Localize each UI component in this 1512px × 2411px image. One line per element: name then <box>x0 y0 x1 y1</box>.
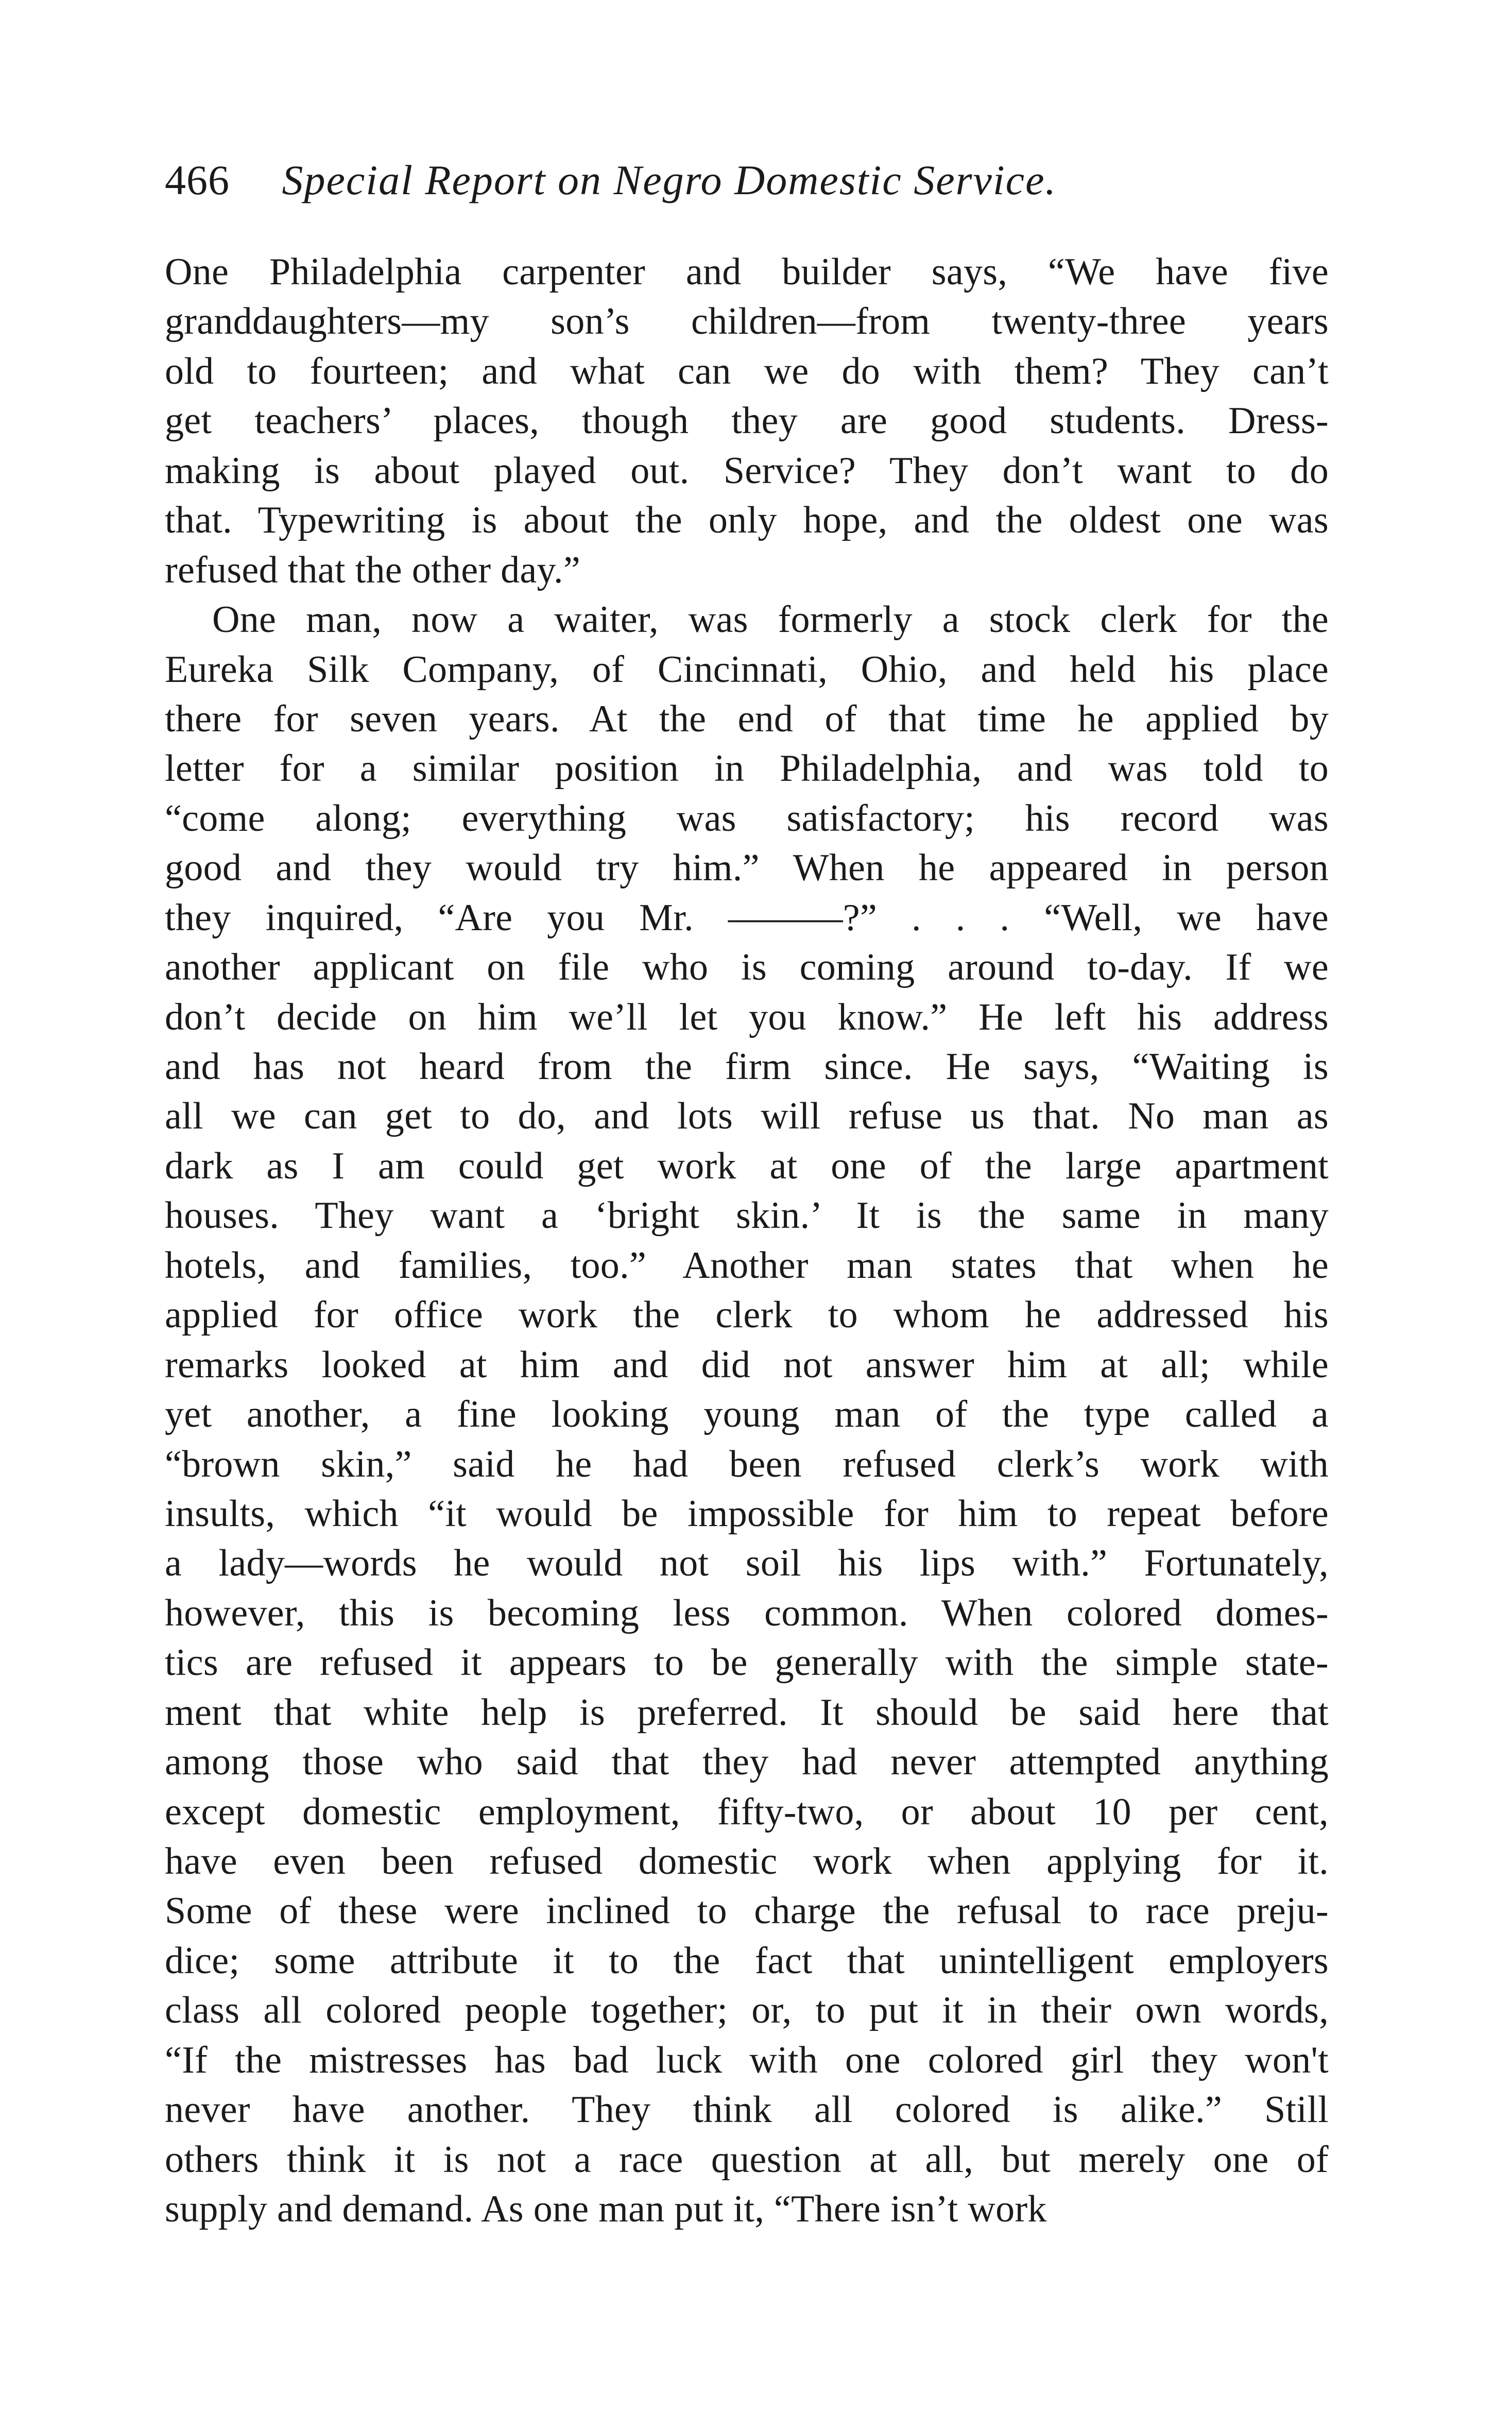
text-line: have even been refused domestic work when applying for it. <box>165 1840 1329 1883</box>
text-line: dark as I am could get work at one of the large apartment <box>165 1144 1329 1187</box>
text-line: class all colored people together; or, to put it in their own words, <box>165 1989 1329 2032</box>
text-line: ment that white help is preferred. It should be said here that <box>165 1691 1329 1734</box>
text-line: One Philadelphia carpenter and builder says, “We have five <box>165 251 1329 293</box>
text-line: refused that the other day.” <box>165 549 580 591</box>
text-line: however, this is becoming less common. When colored domes- <box>165 1592 1329 1634</box>
text-line: don’t decide on him we’ll let you know.” He left his address <box>165 996 1329 1038</box>
text-line: others think it is not a race question at all, but merely one of <box>165 2138 1329 2181</box>
text-line: “If the mistresses has bad luck with one colored girl they won't <box>165 2039 1329 2081</box>
text-line: insults, which “it would be impossible for him to repeat before <box>165 1492 1329 1535</box>
text-line: get teachers’ places, though they are good students. Dress- <box>165 400 1329 442</box>
text-line: tics are refused it appears to be generally with the simple state- <box>165 1641 1329 1684</box>
text-line: hotels, and families, too.” Another man states that when he <box>165 1244 1329 1287</box>
text-line: never have another. They think all colored is alike.” Still <box>165 2089 1329 2131</box>
text-line: old to fourteen; and what can we do with them? They can’t <box>165 350 1329 392</box>
text-line: “come along; everything was satisfactory; his record was <box>165 797 1329 840</box>
text-line: supply and demand. As one man put it, “There isn’t work <box>165 2188 1047 2231</box>
text-line: there for seven years. At the end of that time he applied by <box>165 697 1329 740</box>
text-line: except domestic employment, fifty-two, or about 10 per cent, <box>165 1790 1329 1833</box>
page-header <box>165 152 1349 209</box>
text-line: another applicant on file who is coming around to-day. If we <box>165 946 1329 989</box>
text-line: among those who said that they had never attempted anything <box>165 1741 1329 1784</box>
running-title: Special Report on Negro Domestic Service. <box>282 157 1057 203</box>
text-line: “brown skin,” said he had been refused clerk’s work with <box>165 1443 1329 1485</box>
text-line: granddaughters—my son’s children—from twenty-three years <box>165 300 1329 343</box>
text-line: a lady—words he would not soil his lips with.” Fortunately, <box>165 1542 1329 1585</box>
text-line: remarks looked at him and did not answer him at all; while <box>165 1343 1329 1386</box>
page-number: 466 <box>165 157 230 203</box>
text-line: Eureka Silk Company, of Cincinnati, Ohio, and held his place <box>165 648 1329 691</box>
text-line: One man, now a waiter, was formerly a stock clerk for the <box>212 599 1329 641</box>
text-line: Some of these were inclined to charge the refusal to race preju- <box>165 1890 1329 1933</box>
text-line: good and they would try him.” When he appeared in person <box>165 847 1329 890</box>
text-line: dice; some attribute it to the fact that unintelligent employers <box>165 1939 1329 1982</box>
text-line: letter for a similar position in Philadelphia, and was told to <box>165 747 1329 790</box>
text-line: making is about played out. Service? They don’t want to do <box>165 449 1329 492</box>
text-line: all we can get to do, and lots will refuse us that. No man as <box>165 1095 1329 1138</box>
text-line: yet another, a fine looking young man of the type called a <box>165 1393 1329 1436</box>
text-line: and has not heard from the firm since. He says, “Waiting is <box>165 1046 1329 1088</box>
text-line: that. Typewriting is about the only hope, and the oldest one was <box>165 499 1329 542</box>
text-line: applied for office work the clerk to whom he addressed his <box>165 1294 1329 1337</box>
body-text <box>165 247 1329 2234</box>
text-line: houses. They want a ‘bright skin.’ It is the same in many <box>165 1194 1329 1237</box>
text-line: they inquired, “Are you Mr. ———?” . . . “Well, we have <box>165 896 1329 939</box>
